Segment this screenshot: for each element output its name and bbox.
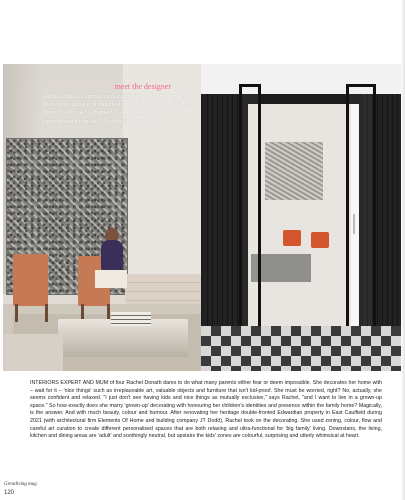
checkerboard-floor [201,326,401,371]
designer-intro [43,82,201,126]
intro-bio: Rachel Donath, furniture designer and interiors expert, lives here along with her husband, Michael, and children Toby, 12, Luca, 9, Hamish, 5 and Gracie, 3. racheldonath.com.au | @racheldonath_ [43,93,193,125]
room-opening [248,104,356,334]
orange-chair [311,232,329,248]
black-wall-panel [203,94,238,334]
designer-portrait-body [101,240,123,270]
photo-spread [3,64,401,371]
article-body: INTERIORS EXPERT AND MUM of four Rachel Donath dares to do what many parents either fear or deem impossible. She decorates her home with – wait for it – 'nice things' such as irreplaceable art, valuable objects and furniture that isn't kid-proof. She must be worried, right? No, actually, she seems confident and relaxed. "I just don't see having kids and nice things as mutually exclusive," says Rachel, "and I want to live in a grown-up space." So how exactly does she marry 'grown-up' decorating with honouring her children's identities and presence within the family home? Magically, is the answer. And with much beauty, colour and humour. After renovating her heritage double-fronted Edwardian property in East Caulfield during 2021 (with architectural firm Elements Of Home and building company JT Dodd), Rachel took on the decorating. She used zoning, colour, flow and careful art curation to create different personalised spaces that are both relaxing and ultra-functional for 'big family' living. Downstairs, the living, kitchen and dining areas are 'adult' and soothingly neutral, but upstairs the kids' zones are colourful, surprising and utterly whimsical at heart. [30,380,382,440]
sofa [3,334,63,371]
page-number: 120 [4,490,15,496]
intro-heading: meet the designer [114,82,171,91]
steel-glass-door [239,84,261,354]
doorway-photo [201,64,401,371]
book-stack [111,312,151,326]
chair-leg [15,304,18,322]
magazine-brand: Greatliving mag [4,482,37,487]
steel-glass-door [346,84,376,354]
designer-portrait-legs [95,270,127,288]
orange-chair [283,230,301,246]
chair-leg [107,304,110,320]
wall-artwork [265,142,323,200]
door-handle [353,214,355,234]
chair-leg [81,304,84,320]
chair-leg [45,304,48,322]
leather-chair [13,254,48,306]
page-gutter [401,0,405,500]
living-room-photo [3,64,201,371]
